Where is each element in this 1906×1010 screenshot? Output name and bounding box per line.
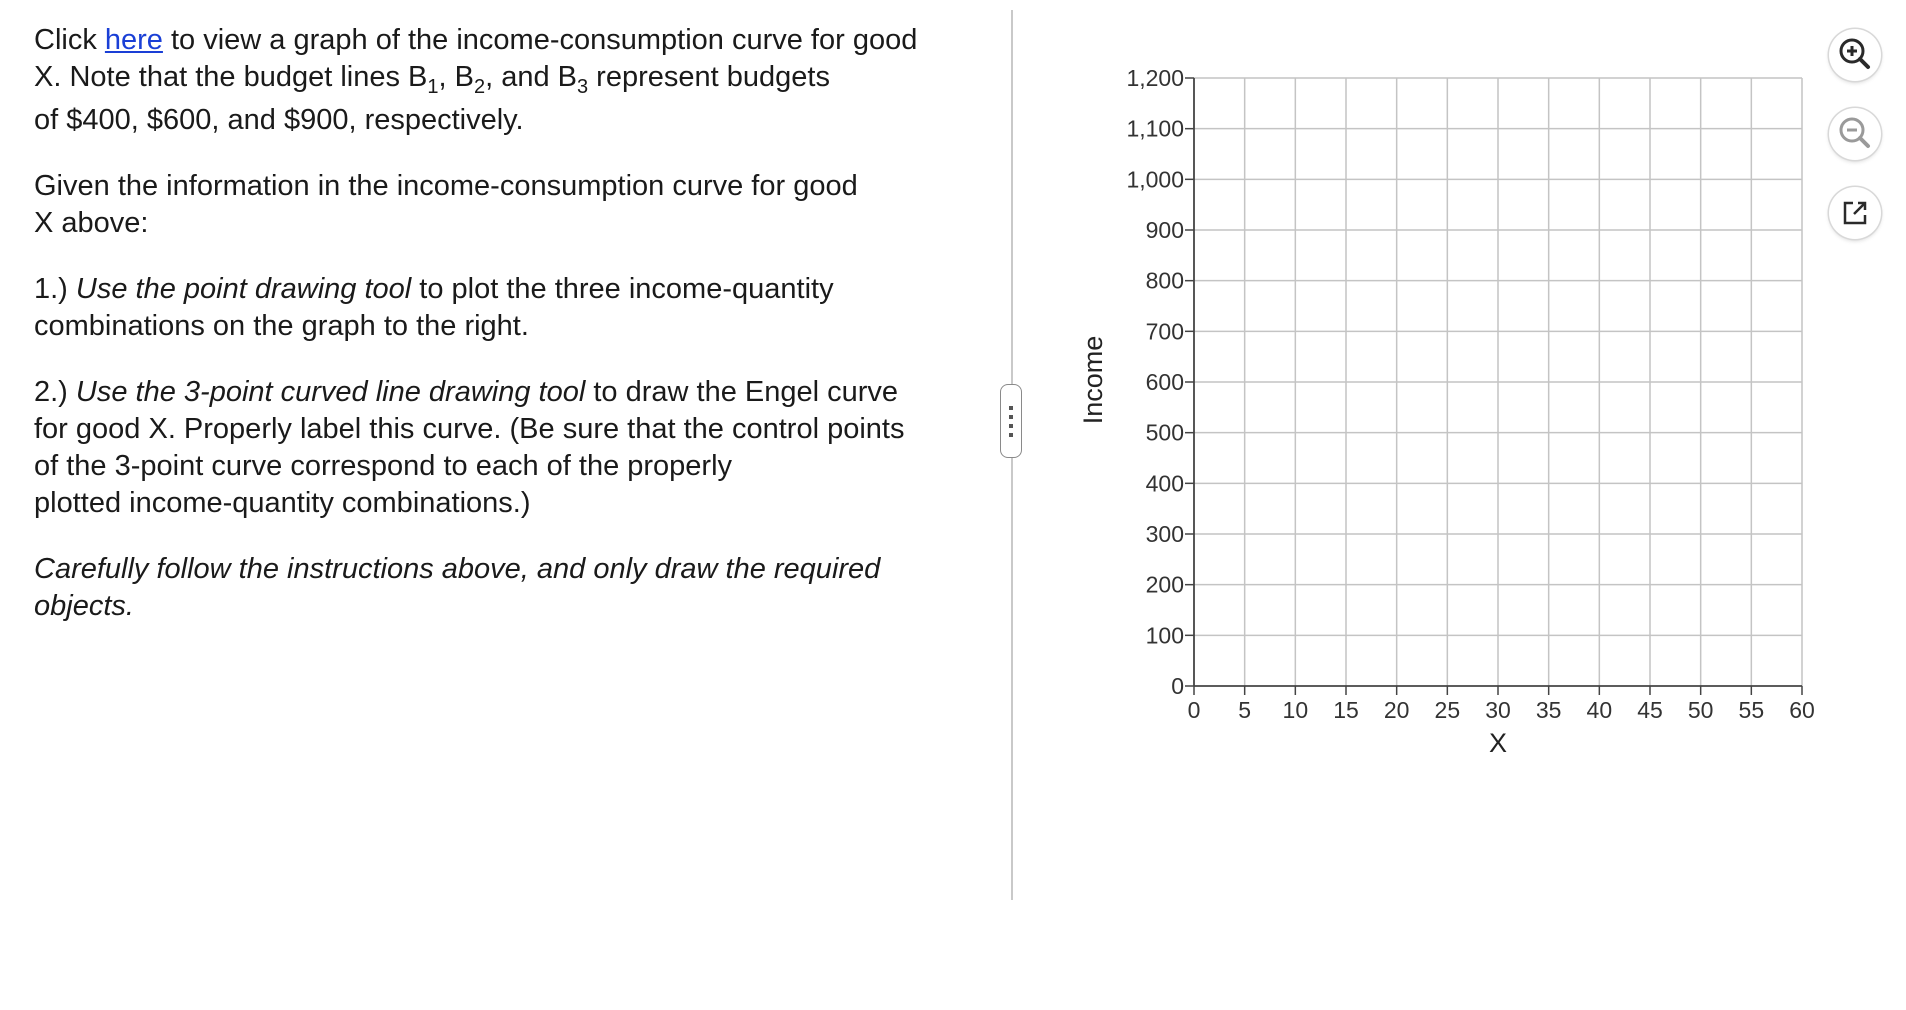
x-tick-label: 0 — [1187, 697, 1201, 723]
x-tick-label: 50 — [1687, 697, 1714, 723]
y-tick-label: 400 — [1145, 470, 1184, 497]
here-link[interactable]: here — [104, 24, 163, 56]
x-tick-label: 5 — [1238, 697, 1252, 723]
x-tick-label: 40 — [1586, 697, 1613, 723]
y-tick-label: 200 — [1145, 571, 1184, 598]
zoom-in-button[interactable] — [1829, 29, 1881, 81]
y-tick-label: 300 — [1145, 521, 1184, 547]
zoom-out-icon — [1829, 108, 1881, 160]
zoom-in-icon — [1829, 29, 1881, 81]
instructions-panel — [34, 22, 994, 654]
y-axis-label: Income — [1078, 335, 1108, 425]
y-tick-label: 800 — [1145, 267, 1184, 294]
x-tick-label: 35 — [1535, 697, 1562, 723]
x-tick-label: 30 — [1485, 697, 1511, 723]
y-tick-label: 0 — [1171, 673, 1184, 699]
pane-resize-handle[interactable] — [1000, 384, 1022, 458]
x-tick-label: 60 — [1789, 697, 1815, 723]
x-tick-label: 15 — [1333, 697, 1359, 723]
y-tick-label: 100 — [1145, 622, 1184, 649]
zoom-out-button[interactable] — [1829, 108, 1881, 160]
instruction-paragraph-1: Click here to view a graph of the income-consumption curve for good X. Note that the budget lines $B_1$, $B_2$, and $B_3$ represent budgets of $400, $600, and $900, respectively. — [34, 24, 918, 136]
x-axis-label: X — [1488, 728, 1508, 758]
y-tick-label: 600 — [1145, 369, 1184, 395]
point-tool-emphasis: Use the point drawing tool — [75, 273, 412, 305]
y-tick-label: 1,000 — [1126, 166, 1184, 193]
x-tick-label: 10 — [1282, 697, 1309, 723]
popout-icon — [1829, 187, 1881, 239]
y-tick-label: 900 — [1145, 217, 1184, 243]
instruction-paragraph-5: Carefully follow the instructions above, and only draw the required objects. — [34, 553, 881, 622]
income-x-graph[interactable] — [1060, 40, 1840, 780]
x-tick-label: 55 — [1738, 697, 1765, 723]
y-tick-label: 1,100 — [1126, 115, 1184, 142]
instruction-paragraph-3: 1.) Use the point drawing tool to plot the three income-quantity combinations on the graph to the right. — [34, 273, 834, 342]
x-tick-label: 45 — [1637, 697, 1663, 723]
popout-button[interactable] — [1829, 187, 1881, 239]
curve-tool-emphasis: Use the 3-point curved line drawing tool — [75, 376, 586, 408]
handle-dot — [1009, 433, 1013, 437]
y-tick-label: 500 — [1145, 419, 1184, 446]
handle-dot — [1009, 424, 1013, 428]
x-tick-label: 20 — [1383, 697, 1410, 723]
y-tick-label: 1,200 — [1126, 65, 1184, 91]
x-tick-label: 25 — [1434, 697, 1461, 723]
y-tick-label: 700 — [1145, 318, 1184, 345]
instruction-paragraph-4: 2.) Use the 3-point curved line drawing tool to draw the Engel curve for good X. Properly label this curve. (Be sure that the control points of the 3-point curve correspond to each of the properly plotted income-quantity combinations.) — [34, 376, 905, 519]
handle-dot — [1009, 406, 1013, 410]
instruction-paragraph-2: Given the information in the income-consumption curve for good X above: — [34, 170, 858, 239]
handle-dot — [1009, 415, 1013, 419]
